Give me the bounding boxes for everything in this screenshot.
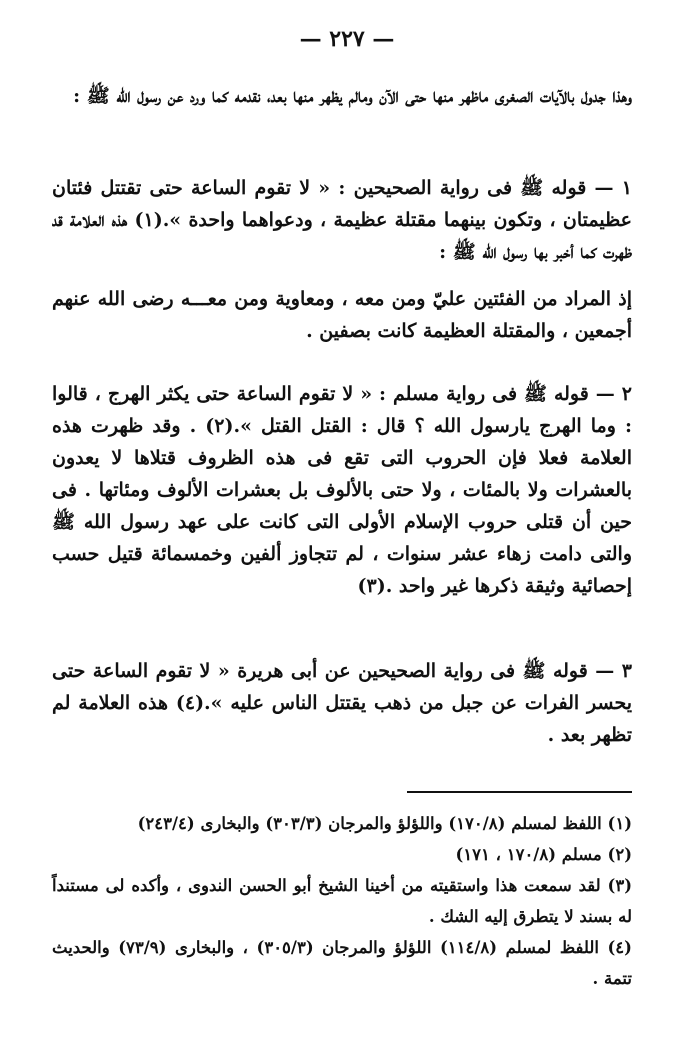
footnote-3: (٣) لقد سمعت هذا واستقيته من أخينا الشيخ أبو الحسن الندوى ، وأكده لى مستنداً له بسند لا يتطرق إليه الشك . (52, 876, 632, 926)
footnotes (52, 808, 632, 994)
page-number: — ٢٢٧ — (299, 26, 395, 52)
intro-text: وهذا جدول بالآيات الصغرى ماظهر منها حتى الآن ومالم يظهر منها بعد، نقدمه كما ورد عن رسول الله ﷺ : (73, 85, 632, 107)
hadith-2-text: ٢ — قوله ﷺ فى رواية مسلم : « لا تقوم الساعة حتى يكثر الهرج ، قالوا : وما الهرج يارسول الله ؟ قال : القتل القتل ».(٢) . وقد ظهرت هذه العلامة فعلا فإن الحروب التى تقع فى هذه الظروف قتلاها لا يعدون بالعشرات ولا بالمئات ، ولا حتى بالألوف بل بعشرات الألوف ومئاتها . فى حين أن قتلى حروب الإسلام الأولى التى كانت على عهد رسول الله ﷺ والتى دامت زهاء عشر سنوات ، لم تتجاوز ألفين وخمسمائة قتيل حسب إحصائية وثيقة ذكرها غير واحد .(٣) (52, 383, 632, 597)
intro-paragraph (52, 80, 632, 112)
hadith-1-text: ١ — قوله ﷺ فى رواية الصحيحين : « لا تقوم الساعة حتى تقتتل فئتان عظيمتان ، وتكون بينهما مقتلة عظيمة ، ودعواهما واحدة ».(١) هذه العلامة قد ظهرت كما أخبر بها رسول الله ﷺ : (52, 177, 633, 263)
footnote-4: (٤) اللفظ لمسلم (١١٤/٨) اللؤلؤ والمرجان (٣٠٥/٣) ، والبخارى (٧٣/٩) والحديث تتمة . (52, 938, 632, 988)
footnote-2: (٢) مسلم (١٧٠/٨ ، ١٧١) (455, 845, 632, 864)
hadith-3-text: ٣ — قوله ﷺ فى رواية الصحيحين عن أبى هريرة « لا تقوم الساعة حتى يحسر الفرات عن جبل من ذهب يقتتل الناس عليه ».(٤) هذه العلامة لم تظهر بعد . (52, 660, 632, 746)
hadith-1-explanation (52, 283, 632, 347)
hadith-2 (52, 378, 632, 602)
hadith-1 (52, 172, 632, 268)
hadith-1-explanation-text: إذ المراد من الفئتين عليّ ومن معه ، ومعاوية ومن معـــه رضى الله عنهم أجمعين ، والمقتلة العظيمة كانت بصفين . (52, 288, 632, 342)
footnote-divider (407, 791, 632, 793)
hadith-3 (52, 655, 632, 751)
footnote-1: (١) اللفظ لمسلم (١٧٠/٨) واللؤلؤ والمرجان (٣٠٣/٣) والبخارى (٢٤٣/٤) (137, 814, 632, 833)
